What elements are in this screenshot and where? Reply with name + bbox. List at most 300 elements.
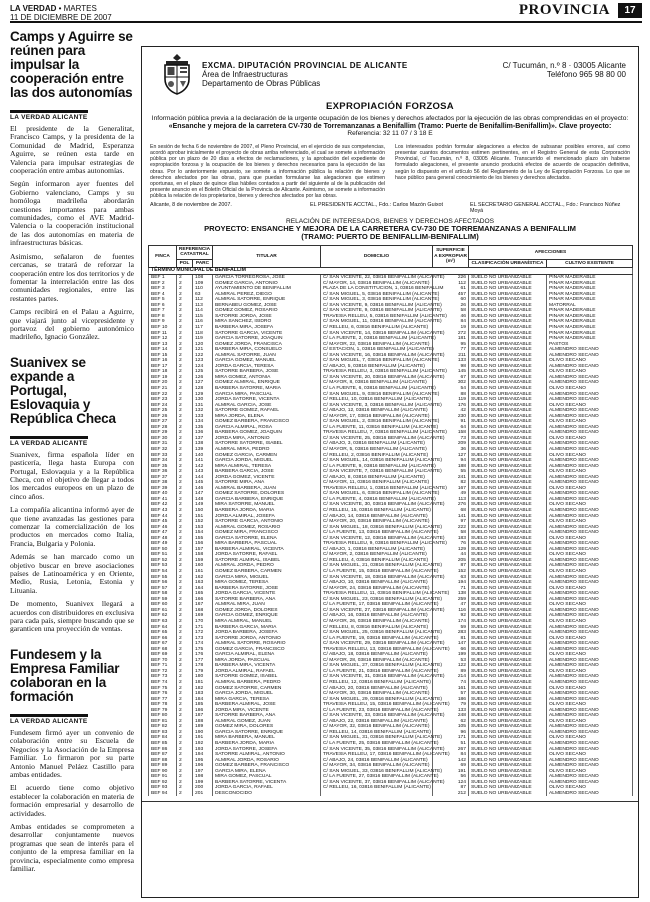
- cell-clasificacion: SUELO NO URBANIZABLE: [469, 325, 547, 331]
- cell-cultivo: ALMENDRO SECANO: [547, 580, 633, 586]
- story-paragraph: Asimismo, señalaron de fuentes cercanas, se tratará de reforzar la cooperación entre los dos territorios y de fomentar la interrelación entre las dos comunidades regionales, entre las restantes partes.: [10, 251, 134, 303]
- cell-parc: 149: [193, 502, 213, 508]
- cell-clasificacion: SUELO NO URBANIZABLE: [469, 785, 547, 791]
- col-superficie: SUPERFICIE A EXPROPIAR (m²): [433, 245, 469, 267]
- cell-finca-id: BEF 7: [149, 308, 177, 314]
- cell-pol: 2: [177, 791, 193, 797]
- cell-pol: 2: [177, 386, 193, 392]
- cell-domicilio: C/ SAN MIGUEL, 11, 03816 BENIFALLIM (ALICANTE): [321, 319, 433, 325]
- cell-domicilio: C/ SAN VICENTE, 22, 03816 BENIFALLIM (ALICANTE): [321, 275, 433, 281]
- cell-pol: 2: [177, 408, 193, 414]
- cell-pol: 2: [177, 342, 193, 348]
- cell-clasificacion: SUELO NO URBANIZABLE: [469, 686, 547, 692]
- cell-cultivo: OLIVO SECANO: [547, 669, 633, 675]
- cell-finca-id: BEF 74: [149, 680, 177, 686]
- cell-cultivo: ALMENDRO SECANO: [547, 774, 633, 780]
- cell-domicilio: TRAVESIA RELLEU, 5, 03816 BENIFALLIM (ALICANTE): [321, 314, 433, 320]
- cell-domicilio: C/ RELLEU, 16, 03816 BENIFALLIM (ALICANTE): [321, 785, 433, 791]
- cell-clasificacion: SUELO NO URBANIZABLE: [469, 414, 547, 420]
- cell-domicilio: C/ RELLEU, 12, 03816 BENIFALLIM (ALICANTE): [321, 680, 433, 686]
- cell-titular: GARCIA ALMIRAL, ROSA: [213, 425, 321, 431]
- cell-domicilio: C/ ABAJO, 5, 03816 BENIFALLIM (ALICANTE): [321, 364, 433, 370]
- cell-clasificacion: SUELO NO URBANIZABLE: [469, 586, 547, 592]
- cell-titular: ALMIRAL GOMEZ, JUAN: [213, 719, 321, 725]
- cell-finca-id: BEF 31: [149, 441, 177, 447]
- cell-clasificacion: SUELO NO URBANIZABLE: [469, 425, 547, 431]
- cell-clasificacion: SUELO NO URBANIZABLE: [469, 458, 547, 464]
- cell-cultivo: OLIVO SECANO: [547, 386, 633, 392]
- cell-finca-id: BEF 73: [149, 674, 177, 680]
- cell-parc: 158: [193, 552, 213, 558]
- cell-parc: 116: [193, 319, 213, 325]
- cell-titular: BARBERA SATORRE, JOSE: [213, 586, 321, 592]
- cell-parc: 153: [193, 525, 213, 531]
- cell-parc: 112: [193, 297, 213, 303]
- table-row: [149, 419, 633, 425]
- cell-finca-id: BEF 17: [149, 364, 177, 370]
- cell-domicilio: C/ LA FUENTE, 2, 03816 BENIFALLIM (ALICANTE): [321, 336, 433, 342]
- table-row: [149, 386, 633, 392]
- cell-finca-id: BEF 77: [149, 697, 177, 703]
- cell-domicilio: C/ SAN MIGUEL, 9, 03816 BENIFALLIM (ALICANTE): [321, 392, 433, 398]
- news-story: [10, 648, 134, 874]
- cell-cultivo: ALMENDRO SECANO: [547, 613, 633, 619]
- cell-finca-id: BEF 86: [149, 747, 177, 753]
- cell-parc: 189: [193, 724, 213, 730]
- cell-superficie: 212: [433, 791, 469, 797]
- cell-pol: 2: [177, 464, 193, 470]
- cell-titular: BARBERA JORDA, MARIA: [213, 741, 321, 747]
- cell-pol: 2: [177, 347, 193, 353]
- cell-finca-id: BEF 87: [149, 752, 177, 758]
- cell-superficie: 87: [433, 785, 469, 791]
- story-paragraph: Además se han marcado como un objetivo buscar en breve asociaciones países de Latinoamérica y en Oriente, Medio, Rusia, Letonia, Estonia y Lituania.: [10, 552, 134, 595]
- cell-parc: 142: [193, 464, 213, 470]
- cell-parc: 177: [193, 658, 213, 664]
- cell-titular: MIRA SANCHEZ, ISIDRO: [213, 319, 321, 325]
- col-cultivo: CULTIVO EXISTENTE: [547, 259, 633, 267]
- cell-domicilio: TRAVESIA RELLEU, 17, 03816 BENIFALLIM (ALICANTE): [321, 752, 433, 758]
- cell-domicilio: C/ SAN MIGUEL, 7, 03816 BENIFALLIM (ALICANTE): [321, 358, 433, 364]
- cell-finca-id: BEF 41: [149, 497, 177, 503]
- cell-clasificacion: SUELO NO URBANIZABLE: [469, 392, 547, 398]
- cell-domicilio: C/ SAN VICENTE, 16, 03816 BENIFALLIM (ALICANTE): [321, 353, 433, 359]
- cell-pol: 2: [177, 669, 193, 675]
- cell-parc: 121: [193, 347, 213, 353]
- cell-domicilio: C/ ABAJO, 10, 03816 BENIFALLIM (ALICANTE): [321, 580, 433, 586]
- organization-block: [202, 61, 408, 88]
- cell-parc: 195: [193, 758, 213, 764]
- cell-parc: 197: [193, 769, 213, 775]
- cell-domicilio: C/ MAYOR, 14, 03816 BENIFALLIM (ALICANTE): [321, 281, 433, 287]
- cell-domicilio: C/ SAN MIGUEL, 18, 03816 BENIFALLIM (ALICANTE): [321, 525, 433, 531]
- cell-titular: BARBERA MIRA, CONSUELO: [213, 347, 321, 353]
- relation-tramo: (TRAMO: PUERTO DE BENIFALLIM-BENIFALLIM): [301, 232, 479, 242]
- cell-domicilio: C/ SAN VICENTE, 14, 03816 BENIFALLIM (ALICANTE): [321, 331, 433, 337]
- cell-clasificacion: SUELO NO URBANIZABLE: [469, 680, 547, 686]
- cell-parc: 166: [193, 597, 213, 603]
- cell-clasificacion: SUELO NO URBANIZABLE: [469, 314, 547, 320]
- cell-cultivo: OLIVO SECANO: [547, 686, 633, 692]
- cell-superficie: 73: [433, 436, 469, 442]
- cell-domicilio: C/ RELLEU, 14, 03816 BENIFALLIM (ALICANTE): [321, 730, 433, 736]
- cell-titular: JORDA SATORRE, VICENTA: [213, 397, 321, 403]
- cell-clasificacion: SUELO NO URBANIZABLE: [469, 342, 547, 348]
- cell-titular: MIRA BARBERA, PASCUAL: [213, 541, 321, 547]
- cell-domicilio: C/ LA FUENTE, 23, 03816 BENIFALLIM (ALICANTE): [321, 708, 433, 714]
- cell-pol: 2: [177, 780, 193, 786]
- cell-titular: MIRA JORDA, ELENA: [213, 414, 321, 420]
- cell-cultivo: ALMENDRO SECANO: [547, 591, 633, 597]
- cell-finca-id: BEF 23: [149, 397, 177, 403]
- cell-finca-id: BEF 93: [149, 785, 177, 791]
- cell-cultivo: ALMENDRO SECANO: [547, 691, 633, 697]
- cell-domicilio: C/ RELLEU, 10, 03816 BENIFALLIM (ALICANTE): [321, 397, 433, 403]
- cell-superficie: 302: [433, 380, 469, 386]
- page-header-left: LA VERDAD • MARTES 11 DE DICIEMBRE DE 2007: [10, 4, 112, 22]
- cell-pol: 2: [177, 414, 193, 420]
- cell-parc: 196: [193, 763, 213, 769]
- cell-cultivo: ALMENDRO SECANO: [547, 680, 633, 686]
- cell-domicilio: C/ ABAJO, 16, 03816 BENIFALLIM (ALICANTE): [321, 613, 433, 619]
- cell-superficie: 113: [433, 497, 469, 503]
- cell-finca-id: BEF 35: [149, 464, 177, 470]
- cell-domicilio: C/ LA FUENTE, 27, 03816 BENIFALLIM (ALICANTE): [321, 774, 433, 780]
- cell-cultivo: ALMENDRO SECANO: [547, 780, 633, 786]
- cell-cultivo: ALMENDRO SECANO: [547, 713, 633, 719]
- cell-superficie: 96: [433, 730, 469, 736]
- cell-cultivo: ALMENDRO SECANO: [547, 575, 633, 581]
- cell-parc: 110: [193, 286, 213, 292]
- cell-superficie: 49: [433, 491, 469, 497]
- cell-finca-id: BEF 50: [149, 547, 177, 553]
- cell-titular: GARCIA JORDA, MIGUEL: [213, 691, 321, 697]
- cell-finca-id: BEF 28: [149, 425, 177, 431]
- cell-cultivo: PINAR MADERABLE: [547, 297, 633, 303]
- cell-cultivo: ALMENDRO SECANO: [547, 525, 633, 531]
- cell-clasificacion: SUELO NO URBANIZABLE: [469, 630, 547, 636]
- cell-superficie: 44: [433, 552, 469, 558]
- cell-titular: ALMIRAL PEREZ, DIEGO: [213, 292, 321, 298]
- cell-parc: 165: [193, 591, 213, 597]
- cell-titular: BARBERA ALMIRAL, VICENTA: [213, 547, 321, 553]
- cell-superficie: 241: [433, 475, 469, 481]
- cell-finca-id: BEF 30: [149, 436, 177, 442]
- cell-titular: JORDA SATORRE, JOSEFA: [213, 747, 321, 753]
- cell-finca-id: BEF 9: [149, 319, 177, 325]
- news-story: [10, 30, 134, 342]
- cell-cultivo: ALMENDRO SECANO: [547, 558, 633, 564]
- cell-domicilio: C/ ABAJO, 22, 03816 BENIFALLIM (ALICANTE): [321, 719, 433, 725]
- cell-titular: GARCIA MIRA, MIGUEL: [213, 575, 321, 581]
- cell-superficie: 56: [433, 774, 469, 780]
- cell-clasificacion: SUELO NO URBANIZABLE: [469, 669, 547, 675]
- cell-clasificacion: SUELO NO URBANIZABLE: [469, 502, 547, 508]
- cell-domicilio: C/ SAN MIGUEL, 33, 03816 BENIFALLIM (ALICANTE): [321, 769, 433, 775]
- cell-pol: 2: [177, 419, 193, 425]
- cell-superficie: 53: [433, 658, 469, 664]
- table-header-row: [149, 245, 633, 259]
- cell-pol: 2: [177, 741, 193, 747]
- cell-domicilio: C/ ESTACION, 1, 03816 BENIFALLIM (ALICANTE): [321, 347, 433, 353]
- cell-pol: 2: [177, 608, 193, 614]
- cell-parc: 136: [193, 430, 213, 436]
- cell-parc: 170: [193, 619, 213, 625]
- cell-finca-id: BEF 39: [149, 486, 177, 492]
- cell-parc: 144: [193, 475, 213, 481]
- cell-superficie: 89: [433, 669, 469, 675]
- cell-clasificacion: SUELO NO URBANIZABLE: [469, 719, 547, 725]
- cell-clasificacion: SUELO NO URBANIZABLE: [469, 491, 547, 497]
- cell-parc: 182: [193, 686, 213, 692]
- cell-finca-id: BEF 2: [149, 281, 177, 287]
- cell-cultivo: ALMENDRO SECANO: [547, 408, 633, 414]
- cell-clasificacion: SUELO NO URBANIZABLE: [469, 508, 547, 514]
- cell-pol: 2: [177, 602, 193, 608]
- notice-date: Alicante, 8 de noviembre de 2007.: [150, 201, 232, 208]
- cell-parc: 154: [193, 530, 213, 536]
- cell-pol: 2: [177, 519, 193, 525]
- cell-titular: GOMEZ GOMEZ, ROSARIO: [213, 308, 321, 314]
- cell-clasificacion: SUELO NO URBANIZABLE: [469, 281, 547, 287]
- cell-superficie: 191: [433, 769, 469, 775]
- cell-clasificacion: SUELO NO URBANIZABLE: [469, 613, 547, 619]
- cell-parc: 139: [193, 447, 213, 453]
- cell-parc: 113: [193, 303, 213, 309]
- cell-superficie: 46: [433, 314, 469, 320]
- cell-parc: 193: [193, 747, 213, 753]
- cell-domicilio: C/ LA FUENTE, 11, 03816 BENIFALLIM (ALICANTE): [321, 425, 433, 431]
- cell-titular: GARCIA GOMEZ, ENRIQUE: [213, 613, 321, 619]
- cell-parc: 109: [193, 281, 213, 287]
- cell-cultivo: ALMENDRO SECANO: [547, 514, 633, 520]
- cell-clasificacion: SUELO NO URBANIZABLE: [469, 569, 547, 575]
- cell-pol: 2: [177, 380, 193, 386]
- cell-cultivo: OLIVO SECANO: [547, 536, 633, 542]
- cell-finca-id: BEF 61: [149, 608, 177, 614]
- cell-cultivo: ALMENDRO SECANO: [547, 674, 633, 680]
- table-row: [149, 397, 633, 403]
- cell-finca-id: BEF 76: [149, 691, 177, 697]
- cell-domicilio: C/ LA FUENTE, 9, 03816 BENIFALLIM (ALICANTE): [321, 464, 433, 470]
- cell-titular: GARCIA GOMEZ, MANUEL: [213, 358, 321, 364]
- cell-finca-id: BEF 33: [149, 453, 177, 459]
- cell-domicilio: C/ SAN VICENTE, 12, 03816 BENIFALLIM (ALICANTE): [321, 536, 433, 542]
- cell-superficie: 105: [433, 724, 469, 730]
- cell-finca-id: BEF 66: [149, 636, 177, 642]
- relation-title: RELACIÓN DE INTERESADOS, BIENES Y DERECHOS AFECTADOS: [285, 217, 495, 225]
- cell-finca-id: BEF 54: [149, 569, 177, 575]
- cell-parc: 123: [193, 358, 213, 364]
- cell-finca-id: BEF 75: [149, 686, 177, 692]
- cell-titular: BERNABEU GOMEZ, JOSE: [213, 303, 321, 309]
- cell-superficie: 267: [433, 747, 469, 753]
- cell-pol: 2: [177, 453, 193, 459]
- cell-domicilio: C/ ABAJO, 1, 03816 BENIFALLIM (ALICANTE): [321, 547, 433, 553]
- cell-parc: 199: [193, 780, 213, 786]
- cell-domicilio: PLAZA DE LA CONSTITUCION, 1, 03816 BENIFALLIM: [321, 286, 433, 292]
- cell-titular: GOMEZ JORDA, DOLORES: [213, 608, 321, 614]
- page-number: 17: [618, 3, 642, 18]
- cell-pol: 2: [177, 425, 193, 431]
- cell-domicilio: C/ MAYOR, 22, 03816 BENIFALLIM (ALICANTE): [321, 342, 433, 348]
- cell-superficie: 226: [433, 275, 469, 281]
- story-paragraph: Fundesem firmó ayer un convenio de colaboración entre su Escuela de Negocios y la Asociación de la Empresa Familiar. Lo firmaron por su parte Antonio Manuel Peláez Castillo para ambas entidades.: [10, 727, 134, 779]
- cell-cultivo: OLIVO SECANO: [547, 619, 633, 625]
- cell-domicilio: C/ SAN VICENTE, 29, 03816 BENIFALLIM (ALICANTE): [321, 641, 433, 647]
- cell-titular: JORDA GARCIA, RAFAEL: [213, 785, 321, 791]
- cell-pol: 2: [177, 697, 193, 703]
- cell-superficie: 91: [433, 419, 469, 425]
- cell-cultivo: OLIVO SECANO: [547, 702, 633, 708]
- cell-superficie: 55: [433, 469, 469, 475]
- cell-parc: 138: [193, 441, 213, 447]
- cell-domicilio: C/ ABAJO, 3, 03816 BENIFALLIM (ALICANTE): [321, 441, 433, 447]
- cell-superficie: 79: [433, 702, 469, 708]
- cell-parc: 118: [193, 331, 213, 337]
- cell-parc: 134: [193, 419, 213, 425]
- cell-pol: 2: [177, 552, 193, 558]
- cell-parc: 148: [193, 497, 213, 503]
- section-title: PROVINCIA: [518, 2, 610, 18]
- cell-finca-id: BEF 32: [149, 447, 177, 453]
- cell-pol: 2: [177, 497, 193, 503]
- cell-parc: 184: [193, 697, 213, 703]
- cell-clasificacion: SUELO NO URBANIZABLE: [469, 536, 547, 542]
- cell-parc: 167: [193, 602, 213, 608]
- cell-superficie: 64: [433, 425, 469, 431]
- notice-intro: [148, 115, 632, 138]
- cell-finca-id: BEF 29: [149, 430, 177, 436]
- cell-domicilio: C/ MAYOR, 17, 03816 BENIFALLIM (ALICANTE): [321, 414, 433, 420]
- cell-pol: 2: [177, 680, 193, 686]
- cell-clasificacion: SUELO NO URBANIZABLE: [469, 275, 547, 281]
- cell-pol: 2: [177, 314, 193, 320]
- cell-pol: 2: [177, 747, 193, 753]
- cell-parc: 115: [193, 314, 213, 320]
- cell-domicilio: C/ MAYOR, 8, 03816 BENIFALLIM (ALICANTE): [321, 380, 433, 386]
- cell-finca-id: BEF 58: [149, 591, 177, 597]
- cell-parc: 176: [193, 652, 213, 658]
- cell-titular: ALMIRAL JORDA, PEDRO: [213, 563, 321, 569]
- cell-pol: 2: [177, 308, 193, 314]
- cell-parc: 133: [193, 414, 213, 420]
- cell-titular: BARBERA GOMEZ, JOAQUIN: [213, 430, 321, 436]
- cell-titular: GOMEZ SATORRE, DOLORES: [213, 491, 321, 497]
- cell-cultivo: ALMENDRO SECANO: [547, 563, 633, 569]
- cell-cultivo: ALMENDRO SECANO: [547, 597, 633, 603]
- cell-parc: 174: [193, 641, 213, 647]
- cell-domicilio: C/ SAN MIGUEL, 27, 03816 BENIFALLIM (ALICANTE): [321, 663, 433, 669]
- cell-titular: BARBERA MIRA, VICENTA: [213, 663, 321, 669]
- cell-titular: JORDA BARBERA, JOSEFA: [213, 630, 321, 636]
- cell-parc: 131: [193, 403, 213, 409]
- cell-finca-id: BEF 47: [149, 530, 177, 536]
- cell-clasificacion: SUELO NO URBANIZABLE: [469, 475, 547, 481]
- cell-titular: GOMEZ GARCIA, FRANCISCO: [213, 647, 321, 653]
- cell-pol: 2: [177, 441, 193, 447]
- cell-cultivo: OLIVO SECANO: [547, 502, 633, 508]
- cell-superficie: 97: [433, 519, 469, 525]
- cell-clasificacion: SUELO NO URBANIZABLE: [469, 724, 547, 730]
- table-row: [149, 580, 633, 586]
- cell-superficie: 47: [433, 602, 469, 608]
- cell-finca-id: BEF 84: [149, 735, 177, 741]
- cell-superficie: 82: [433, 480, 469, 486]
- cell-titular: SATORRE GARCIA, ANTONIO: [213, 519, 321, 525]
- cell-titular: GARCIA TORREGROSA, JOSE: [213, 275, 321, 281]
- cell-parc: 187: [193, 713, 213, 719]
- cell-titular: JORDA MIRA, VICENTE: [213, 708, 321, 714]
- table-row: [149, 408, 633, 414]
- cell-titular: ALMIRAL SATORRE, ENRIQUE: [213, 297, 321, 303]
- cell-titular: SATORRE ALMIRAL, ISABEL: [213, 558, 321, 564]
- cell-superficie: 138: [433, 591, 469, 597]
- cell-clasificacion: SUELO NO URBANIZABLE: [469, 674, 547, 680]
- cell-superficie: 59: [433, 625, 469, 631]
- col-afecciones: AFECCIONES: [469, 245, 633, 259]
- cell-titular: GOMEZ BARBERA, CARMEN: [213, 569, 321, 575]
- cell-superficie: 133: [433, 708, 469, 714]
- cell-pol: 2: [177, 663, 193, 669]
- cell-finca-id: BEF 19: [149, 375, 177, 381]
- cell-cultivo: PINAR MADERABLE: [547, 308, 633, 314]
- cell-clasificacion: SUELO NO URBANIZABLE: [469, 453, 547, 459]
- col-finca: FINCA: [149, 245, 177, 267]
- cell-parc: 201: [193, 791, 213, 797]
- cell-cultivo: ALMENDRO SECANO: [547, 741, 633, 747]
- table-row: [149, 691, 633, 697]
- cell-superficie: 68: [433, 508, 469, 514]
- cell-titular: MIRA GOMEZ, ANTONIA: [213, 375, 321, 381]
- notice-body: [150, 144, 630, 200]
- cell-clasificacion: SUELO NO URBANIZABLE: [469, 353, 547, 359]
- cell-parc: 126: [193, 375, 213, 381]
- cell-titular: ALMIRAL GARCIA, JOSE: [213, 403, 321, 409]
- cell-cultivo: OLIVO SECANO: [547, 419, 633, 425]
- cell-titular: SATORRE SATORRE, ISABEL: [213, 441, 321, 447]
- cell-titular: GOMEZ MIRA, DOLORES: [213, 724, 321, 730]
- cell-superficie: 61: [433, 286, 469, 292]
- cell-domicilio: C/ MAYOR, 26, 03816 BENIFALLIM (ALICANTE): [321, 619, 433, 625]
- cell-parc: 171: [193, 625, 213, 631]
- cell-clasificacion: SUELO NO URBANIZABLE: [469, 519, 547, 525]
- cell-parc: 152: [193, 519, 213, 525]
- cell-titular: MIRA GOMEZ, TERESA: [213, 580, 321, 586]
- cell-clasificacion: SUELO NO URBANIZABLE: [469, 364, 547, 370]
- cell-pol: 2: [177, 719, 193, 725]
- cell-superficie: 248: [433, 713, 469, 719]
- cell-pol: 2: [177, 292, 193, 298]
- cell-pol: 2: [177, 619, 193, 625]
- cell-clasificacion: SUELO NO URBANIZABLE: [469, 563, 547, 569]
- cell-cultivo: MATORRAL: [547, 303, 633, 309]
- cell-titular: ALMIRAL MIRA, JUAN: [213, 602, 321, 608]
- cell-clasificacion: SUELO NO URBANIZABLE: [469, 331, 547, 337]
- cell-pol: 2: [177, 558, 193, 564]
- cell-parc: 135: [193, 425, 213, 431]
- cell-parc: 137: [193, 436, 213, 442]
- cell-titular: ALMIRAL GOMEZ, ROSARIO: [213, 525, 321, 531]
- cell-pol: 2: [177, 514, 193, 520]
- story-paragraph: Ambas entidades se comprometen a desarrollar conjuntamente nuevos programas que sean de interés para el conjunto de la empresa familiar en la provincia, especialmente como empresa familiar.: [10, 821, 134, 873]
- cell-titular: BARBERA GARCIA, JOSE: [213, 469, 321, 475]
- cell-cultivo: OLIVO SECANO: [547, 735, 633, 741]
- cell-titular: JORDA SATORRE, RAFAEL: [213, 552, 321, 558]
- cell-titular: GOMEZ MIRA, FRANCISCO: [213, 530, 321, 536]
- cell-superficie: 54: [433, 386, 469, 392]
- col-domicilio: DOMICILIO: [321, 245, 433, 267]
